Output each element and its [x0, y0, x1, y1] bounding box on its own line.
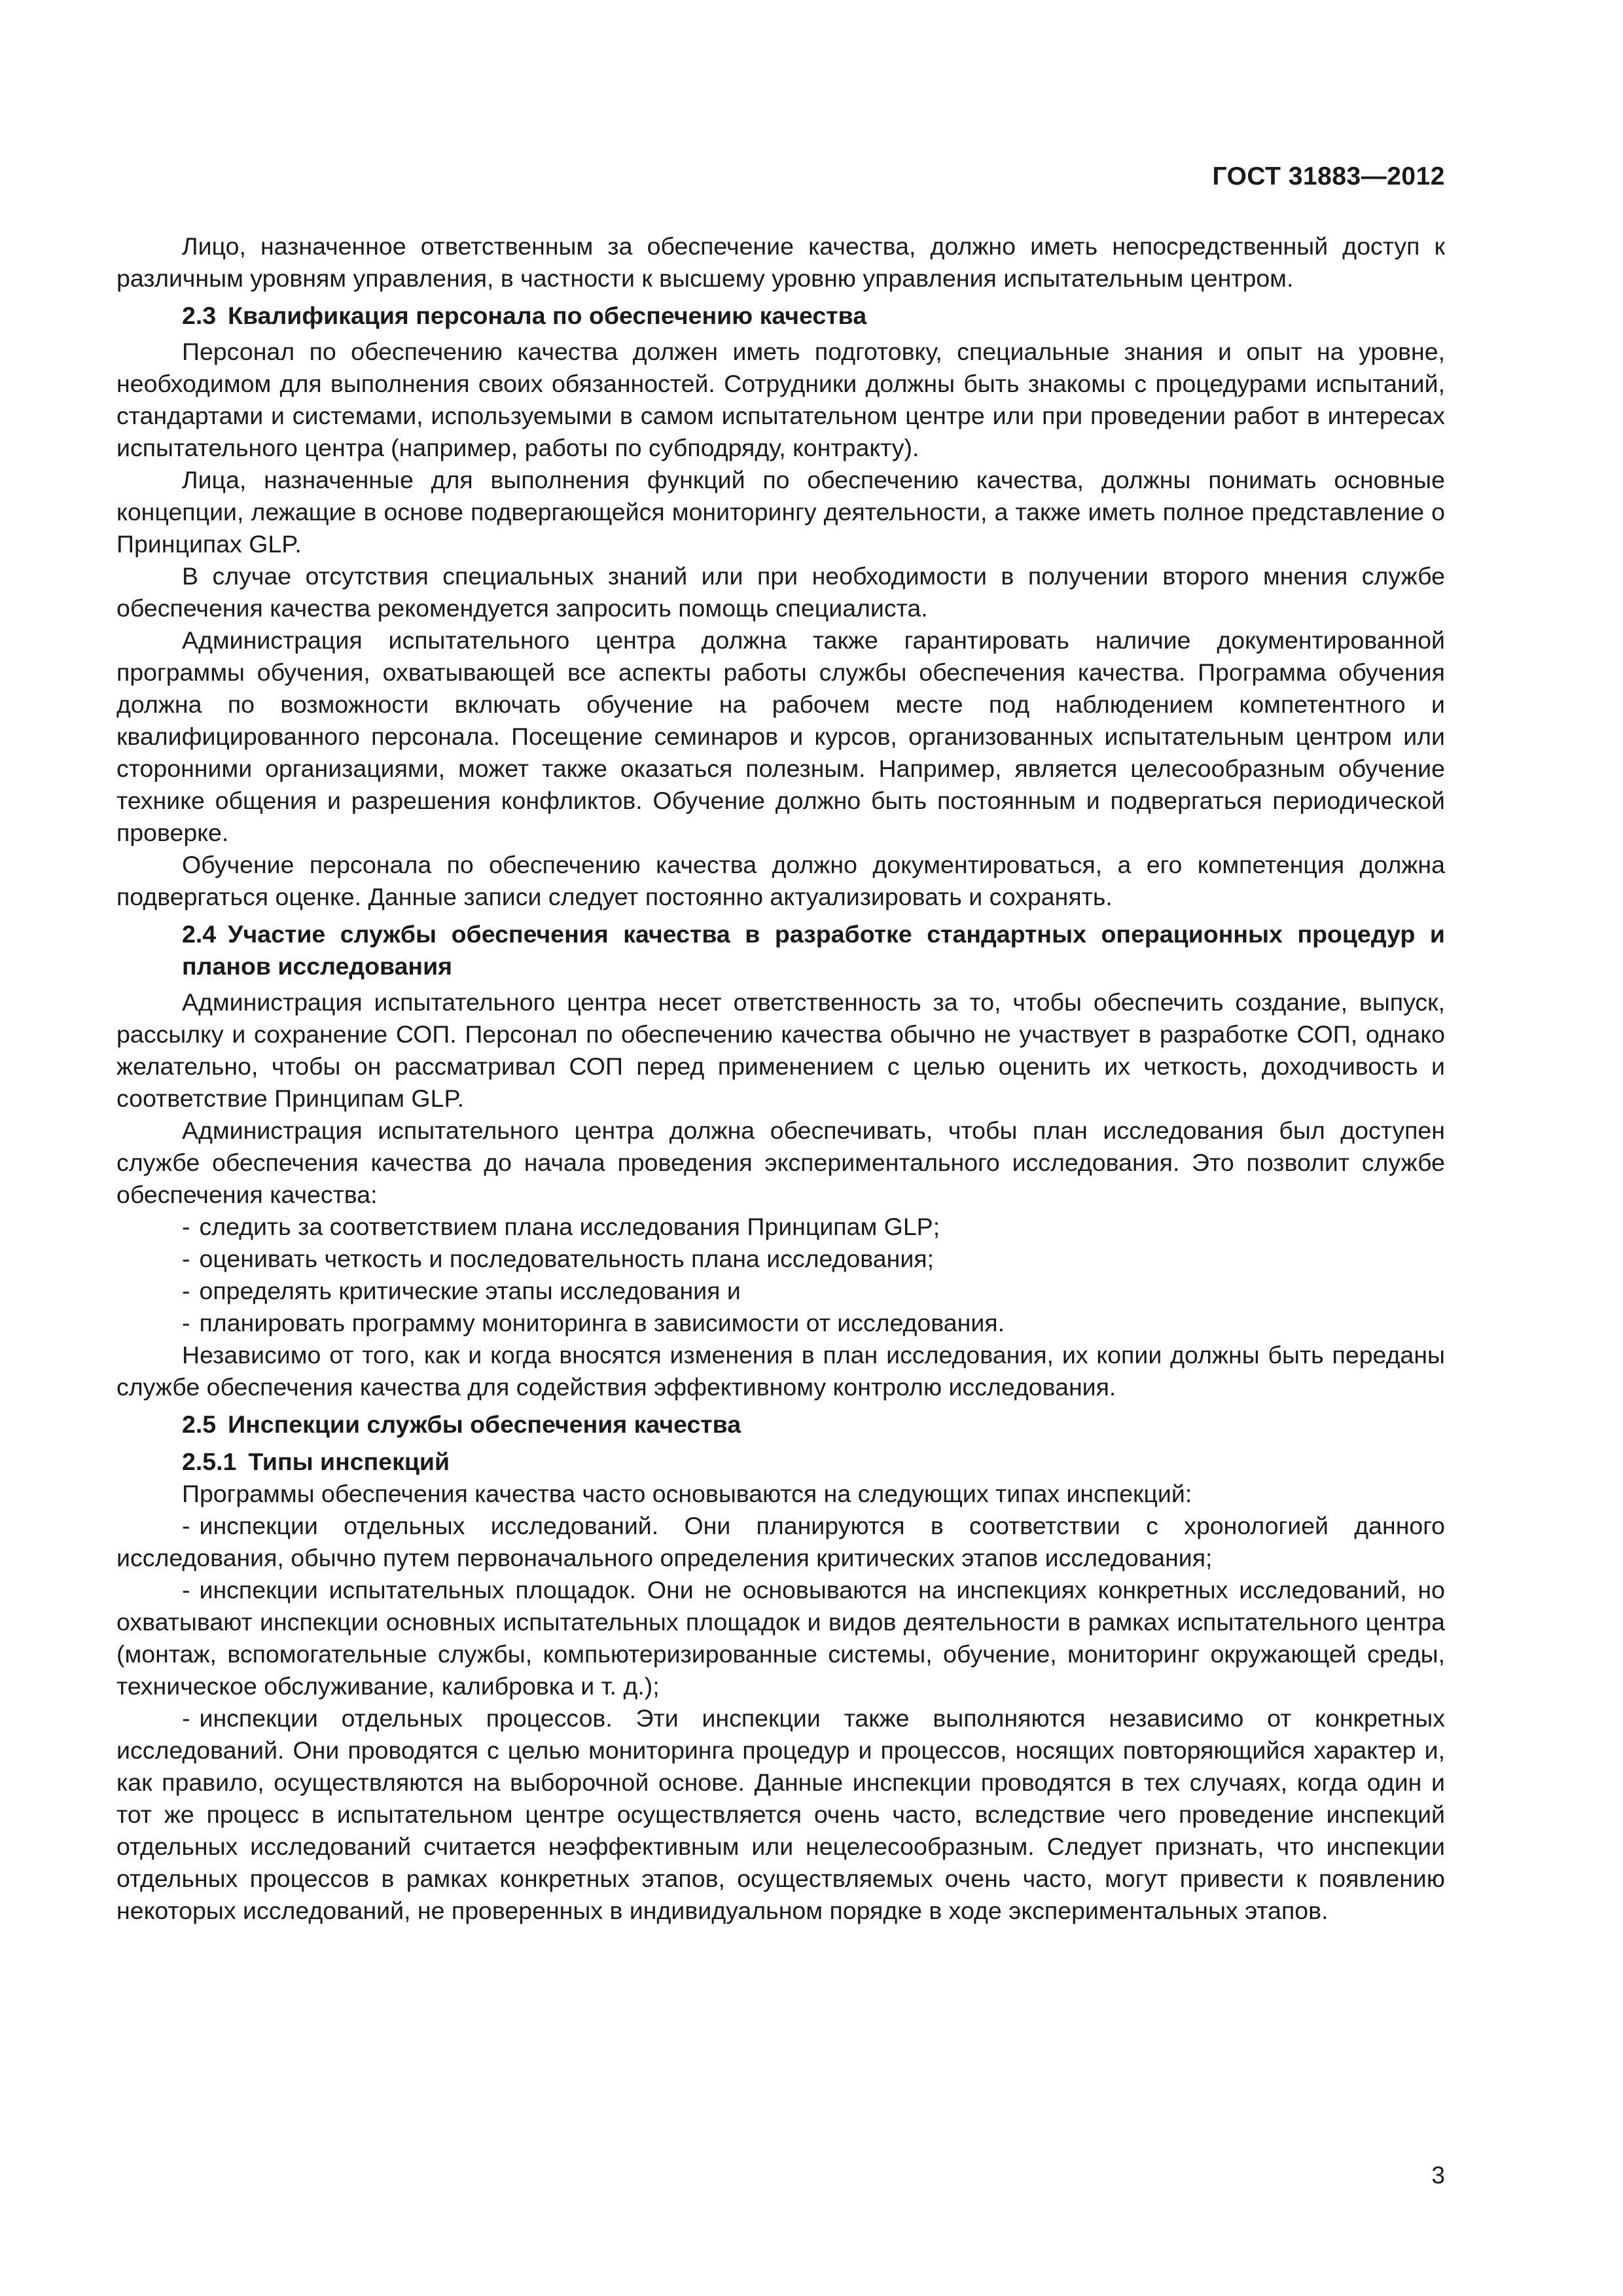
- section-number: 2.5: [182, 1410, 217, 1438]
- paragraph: Администрация испытательного центра несет ответственность за то, чтобы обеспечить создание, выпуск, рассылку и сохранение СОП. Персонал по обеспечению качества обычно не участвует в разработке СОП, однако желательно, чтобы он рассматривал СОП перед применением с целью оценить их четкость, доходчивость и соответствие Принципам GLP.: [116, 988, 1445, 1112]
- inspection-type-item: - инспекции испытательных площадок. Они не основываются на инспекциях конкретных исследований, но охватывают инспекции основных испытательных площадок и видов деятельности в рамках испытательного центра (монтаж, вспомогательные службы, компьютеризированные системы, обучение, мониторинг окружающей среды, техническое обслуживание, калибровка и т. д.);: [116, 1576, 1445, 1700]
- paragraph: Программы обеспечения качества часто основываются на следующих типах инспекций:: [182, 1480, 1192, 1507]
- list-item: - следить за соответствием плана исследования Принципам GLP;: [182, 1213, 940, 1240]
- paragraph: Администрация испытательного центра должна обеспечивать, чтобы план исследования был доступен службе обеспечения качества до начала проведения экспериментального исследования. Это позволит службе обеспечения качества:: [116, 1117, 1445, 1208]
- section-number: 2.4: [182, 920, 217, 948]
- intro-paragraph: Лицо, назначенное ответственным за обеспечение качества, должно иметь непосредственный доступ к различным уровням управления, в частности к высшему уровню управления испытательным центром.: [116, 232, 1445, 292]
- section-2-4-heading: [116, 918, 1445, 982]
- inspection-type-item: - инспекции отдельных исследований. Они планируются в соответствии с хронологией данного исследования, обычно путем первоначального определения критических этапов исследования;: [116, 1512, 1445, 1571]
- paragraph: Независимо от того, как и когда вносятся изменения в план исследования, их копии должны быть переданы службе обеспечения качества для содействия эффективному контролю исследования.: [116, 1341, 1445, 1401]
- page-number: 3: [1431, 2162, 1445, 2189]
- inspection-type-item: - инспекции отдельных процессов. Эти инспекции также выполняются независимо от конкретных исследований. Они проводятся с целью мониторинга процедур и процессов, носящих повторяющийся характер и, как правило, осуществляются на выборочной основе. Данные инспекции проводятся в тех случаях, когда один и тот же процесс в испытательном центре осуществляется очень часто, вследствие чего проведение инспекций отдельных исследований считается неэффективным или нецелесообразным. Следует признать, что инспекции отдельных процессов в рамках конкретных этапов, осуществляемых очень часто, могут привести к появлению некоторых исследований, не проверенных в индивидуальном порядке в ходе экспериментальных этапов.: [116, 1704, 1445, 1924]
- section-title: Участие службы обеспечения качества в разработке стандартных операционных процедур и планов исследования: [182, 920, 1445, 980]
- standard-code: ГОСТ 31883—2012: [1212, 162, 1445, 190]
- list-item: - оценивать четкость и последовательность плана исследования;: [182, 1245, 935, 1272]
- paragraph: Персонал по обеспечению качества должен иметь подготовку, специальные знания и опыт на уровне, необходимом для выполнения своих обязанностей. Сотрудники должны быть знакомы с процедурами испытаний, стандартами и системами, используемыми в самом испытательном центре или при проведении работ в интересах испытательного центра (например, работы по субподряду, контракту).: [116, 338, 1445, 461]
- section-2-5-1-heading: [116, 1446, 1445, 1478]
- paragraph: Обучение персонала по обеспечению качества должно документироваться, а его компетенция должна подвергаться оценке. Данные записи следует постоянно актуализировать и сохранять.: [116, 851, 1445, 910]
- section-number: 2.5.1: [182, 1448, 237, 1475]
- paragraph: Лица, назначенные для выполнения функций по обеспечению качества, должны понимать основные концепции, лежащие в основе подвергающейся мониторингу деятельности, а также иметь полное представление о Принципах GLP.: [116, 466, 1445, 558]
- qa-tasks-list: [116, 1211, 1445, 1339]
- list-item: - планировать программу мониторинга в зависимости от исследования.: [182, 1309, 1005, 1336]
- paragraph: В случае отсутствия специальных знаний или при необходимости в получении второго мнения службе обеспечения качества рекомендуется запросить помощь специалиста.: [116, 562, 1445, 622]
- list-item: - определять критические этапы исследования и: [182, 1277, 741, 1304]
- section-title: Типы инспекций: [248, 1448, 450, 1475]
- section-2-3-heading: [116, 300, 1445, 332]
- section-title: Инспекции службы обеспечения качества: [228, 1410, 741, 1438]
- section-number: 2.3: [182, 302, 217, 329]
- section-title: Квалификация персонала по обеспечению качества: [228, 302, 867, 329]
- document-body: [116, 230, 1445, 1927]
- section-2-5-heading: [116, 1408, 1445, 1441]
- paragraph: Администрация испытательного центра должна также гарантировать наличие документированной программы обучения, охватывающей все аспекты работы службы обеспечения качества. Программа обучения должна по возможности включать обучение на рабочем месте под наблюдением компетентного и квалифицированного персонала. Посещение семинаров и курсов, организованных испытательным центром или сторонними организациями, может также оказаться полезным. Например, является целесообразным обучение технике общения и разрешения конфликтов. Обучение должно быть постоянным и подвергаться периодической проверке.: [116, 626, 1445, 846]
